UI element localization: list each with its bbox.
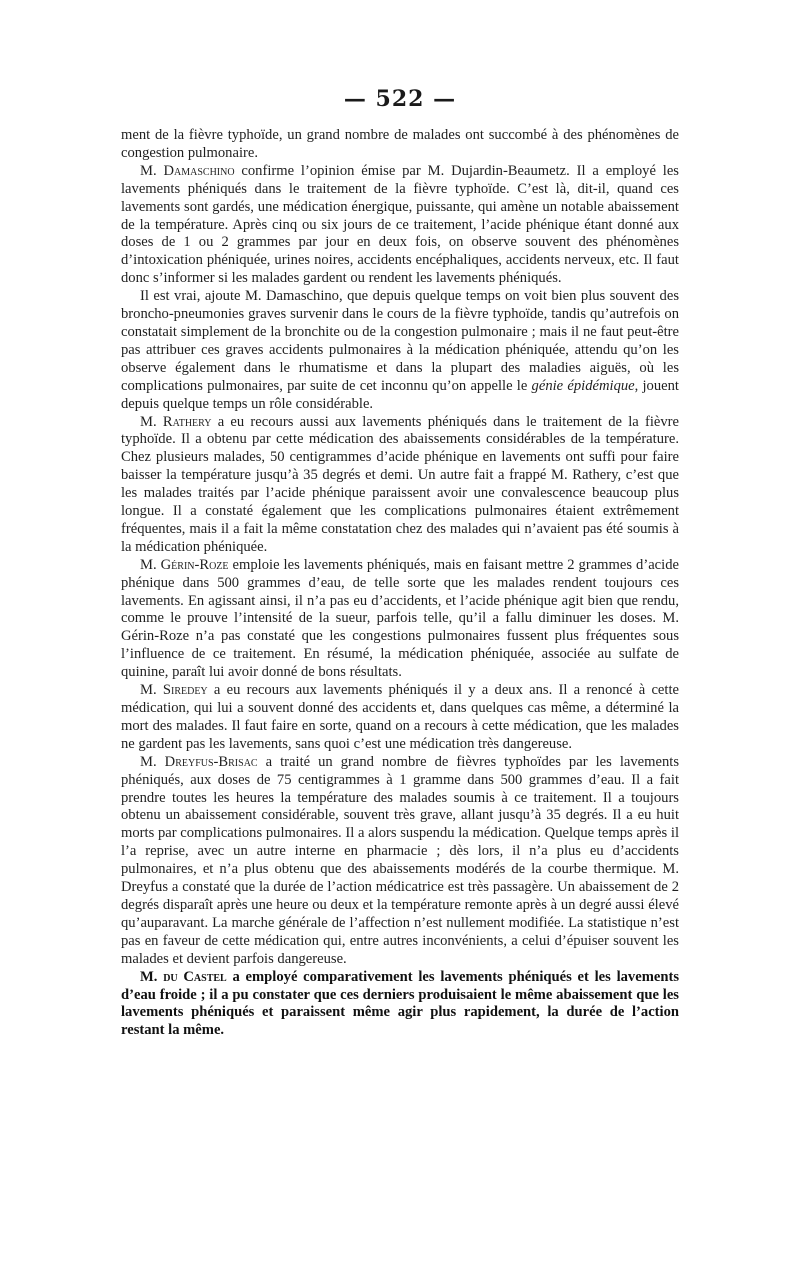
paragraph	[121, 163, 679, 288]
paragraph	[121, 754, 679, 969]
paragraph	[121, 288, 679, 413]
paragraph-text: emploie les lavements phéniqués, mais en faisant mettre 2 grammes d’acide phénique dans 500 grammes d’eau, de telle sorte que les malades rendent toujours ces lavements. En agissant ainsi, il n’a pas eu d’accidents, et l’acide phénique agit bien que rendu, comme le prouve l’intensité de la sueur, parfois telle, qu’il a fallu diminuer les doses. M. Gérin-Roze n’a pas constaté que les congestions pulmonaires fussent plus fréquentes sous l’influence de ce traitement. En résumé, la médication phéniquée, associée au sulfate de quinine, paraît lui avoir donné de bons résultats.	[121, 556, 679, 681]
paragraph-text: M.	[140, 413, 163, 430]
paragraph-text: M.	[140, 556, 161, 573]
paragraph-text: Il est vrai, ajoute M. Damaschino, que depuis quelque temps on voit bien plus souvent des broncho-pneumonies graves survenir dans le cours de la fièvre typhoïde, tandis qu’autrefois on constatait simplement de la bronchite ou de la congestion pulmonaire ; mais il ne faut peut-être pas attribuer ces graves accidents pulmonaires à la médication phéniquée, attendu qu’on les observe également dans le rhumatisme et dans la plupart des maladies aiguës, où les complications pulmonaires, par suite de cet inconnu qu’on appelle le	[121, 288, 679, 394]
paragraph	[121, 127, 679, 163]
page-number: — 522 —	[343, 86, 457, 112]
body-text	[121, 127, 679, 1040]
paragraph-text: ment de la fièvre typhoïde, un grand nombre de malades ont succombé à des phénomènes de congestion pulmonaire.	[121, 127, 679, 161]
paragraph-text: M.	[140, 682, 163, 699]
paragraph	[121, 414, 679, 557]
author-name: Damaschino	[163, 162, 235, 179]
author-name: Dreyfus-Brisac	[164, 753, 258, 770]
paragraph-text: confirme l’opinion émise par M. Dujardin-Beaumetz. Il a employé les lavements phéniqués dans le traitement de la fièvre typhoïde. C’est là, dit-il, quand ces lavements sont gardés, une médication énergique, puissante, qui amène un notable abaissement de la température. Après cinq ou six jours de ce traitement, l’acide phénique étant donné aux doses de 1 ou 2 grammes par jour en deux fois, on observe souvent des phénomènes d’intoxication phéniquée, urines noires, accidents encéphaliques, accidents nerveux, etc. Il faut donc s’informer si les malades gardent ou rendent les lavements phéniqués.	[121, 162, 679, 287]
paragraph-text: a employé comparativement les lavements phéniqués et les lavements d’eau froide ; il a pu constater que ces derniers produisaient le même abaissement que les lavements phéniqués et paraissent même agir plus rapidement, la durée de l’action restant la même.	[121, 968, 679, 1039]
paragraph-text: M.	[140, 753, 165, 770]
author-name: Siredey	[162, 682, 208, 699]
paragraph-text: , jouent depuis quelque temps un rôle considérable.	[121, 377, 679, 412]
author-name: Rathery	[162, 413, 212, 430]
paragraph	[121, 969, 679, 1041]
paragraph-text: a eu recours aux lavements phéniqués il y a deux ans. Il a renoncé à cette médication, qui lui a souvent donné des accidents et, dans quelques cas même, a déterminé la mort des malades. Il faut faire en sorte, quand on a recours à cette médication, que les malades ne gardent pas les lavements, sans quoi c’est une médication très dangereuse.	[121, 682, 679, 752]
paragraph-text: M.	[140, 968, 164, 985]
paragraph-text: a traité un grand nombre de fièvres typhoïdes par les lavements phéniqués, aux doses de 75 centigrammes à 1 gramme dans 500 grammes d’eau. Il a fait prendre toutes les heures la température des malades soumis à ce traitement. Il a toujours obtenu un abaissement considérable, souvent très grave, allant jusqu’à 35 degrés. Il a eu huit morts par complications pulmonaires. Il a alors suspendu la médication. Quelque temps après il l’a reprise, avec un autre interne en pharmacie ; dès lors, il n’a plus eu d’accidents pulmonaires, et n’a plus obtenu que des abaissements modérés de la courbe thermique. M. Dreyfus a constaté que la durée de l’action médicatrice est très passagère. Un abaissement de 2 degrés disparaît après une heure ou deux et la température remonte après à un degré aussi élevé qu’auparavant. La marche générale de l’affection n’est nullement modifiée. La statistique n’est pas en faveur de cette médication qui, entre autres inconvénients, a celui d’épuiser souvent les malades et devient parfois dangereuse.	[121, 753, 679, 967]
paragraph	[121, 557, 679, 682]
author-name: du Castel	[163, 968, 227, 985]
paragraph-text: a eu recours aussi aux lavements phéniqués dans le traitement de la fièvre typhoïde. Il a obtenu par cette médication des abaissements considérables de la température. Chez plusieurs malades, 50 centigrammes d’acide phénique en lavements ont suffi pour faire baisser la température jusqu’à 35 degrés et demi. Un autre fait a frappé M. Rathery, c’est que les malades traités par l’acide phénique paraissent avoir une convalescence beaucoup plus longue. Il a constaté également que les complications pulmonaires étaient extrêmement fréquentes, mais il a fait la même constatation chez des malades qui n’avaient pas été soumis à la médication phéniquée.	[121, 413, 679, 555]
paragraph	[121, 682, 679, 754]
italic-phrase: génie épidémique	[531, 377, 635, 394]
paragraph-text: M.	[140, 162, 164, 179]
author-name: Gérin-Roze	[160, 556, 229, 573]
